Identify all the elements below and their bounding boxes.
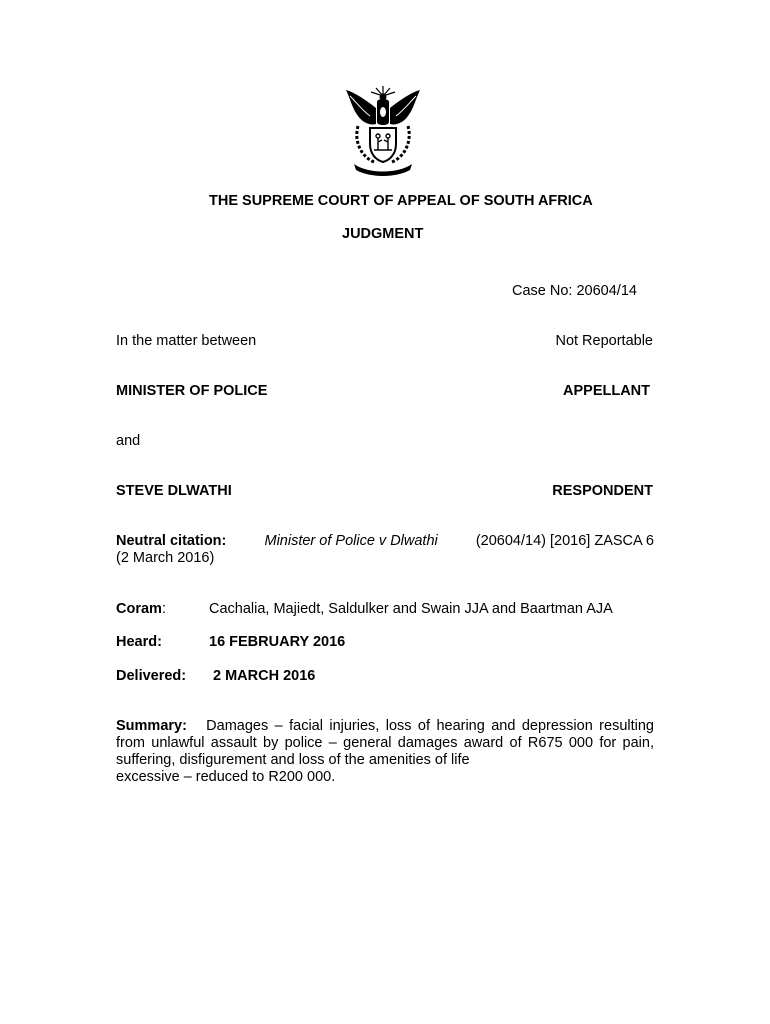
coram-colon: : — [161, 601, 166, 617]
delivered-value: 2 MARCH 2016 — [213, 668, 316, 684]
summary — [116, 718, 654, 786]
reportable-status: Not Reportable — [555, 333, 653, 349]
summary-text: Damages – facial injuries, loss of hearing and depression resulting from unlawful assault by police – general damages award of R675 000 for pain, suffering, disfigurement and loss of the amenities of life — [116, 718, 654, 768]
appellant-role: APPELLANT — [563, 383, 650, 399]
delivered-label: Delivered: — [116, 668, 187, 684]
coram-label: Coram — [116, 601, 162, 617]
citation-label: Neutral citation: — [116, 533, 227, 549]
neutral-citation — [116, 533, 654, 567]
citation-case-title: Minister of Police v Dlwathi — [264, 533, 438, 549]
matter-between-label: In the matter between — [116, 333, 257, 349]
summary-last-line: excessive – reduced to R200 000. — [116, 769, 336, 785]
heard-value: 16 FEBRUARY 2016 — [209, 634, 346, 650]
summary-label: Summary: — [116, 718, 187, 734]
citation-date: (2 March 2016) — [116, 550, 215, 566]
citation-reference: (20604/14) [2016] ZASCA 6 — [475, 533, 654, 549]
coram-value: Cachalia, Majiedt, Saldulker and Swain JJA and Baartman AJA — [209, 601, 613, 617]
and-label: and — [116, 433, 141, 449]
coat-of-arms-icon — [340, 82, 426, 178]
document-type: JUDGMENT — [342, 226, 424, 242]
case-number: Case No: 20604/14 — [512, 283, 637, 299]
coram-row — [116, 601, 166, 617]
court-title: THE SUPREME COURT OF APPEAL OF SOUTH AFRICA — [209, 193, 593, 209]
respondent-name: STEVE DLWATHI — [116, 483, 232, 499]
heard-label: Heard: — [116, 634, 162, 650]
appellant-name: MINISTER OF POLICE — [116, 383, 268, 399]
respondent-role: RESPONDENT — [552, 483, 653, 499]
